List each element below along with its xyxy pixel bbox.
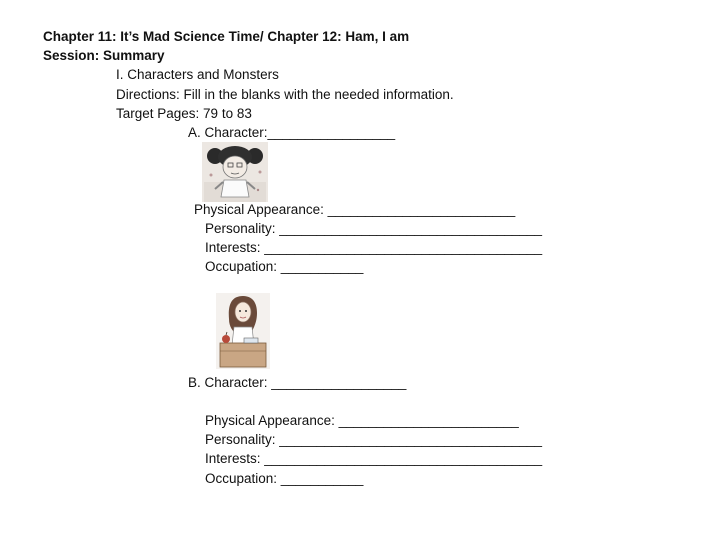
- character-a-personality: Personality: ___________________________________: [205, 221, 543, 236]
- character-a-image: [202, 142, 268, 202]
- girl-with-pigtails-illustration-icon: [202, 142, 268, 202]
- character-a-interests: Interests: _____________________________________: [205, 240, 543, 255]
- worksheet-title: Chapter 11: It’s Mad Science Time/ Chapter 12: Ham, I am: [43, 29, 410, 44]
- session-label: Session: Summary: [43, 48, 165, 63]
- character-b-label: B. Character: __________________: [188, 375, 407, 390]
- character-a-physical-appearance: Physical Appearance: _________________________: [194, 202, 516, 217]
- directions-text: Directions: Fill in the blanks with the needed information.: [116, 87, 454, 102]
- section-heading: I. Characters and Monsters: [116, 67, 279, 82]
- character-b-interests: Interests: _____________________________________: [205, 451, 543, 466]
- character-a-occupation: Occupation: ___________: [205, 259, 364, 274]
- character-b-occupation: Occupation: ___________: [205, 471, 364, 486]
- target-pages-text: Target Pages: 79 to 83: [116, 106, 252, 121]
- character-a-label: A. Character:_________________: [188, 125, 396, 140]
- character-b-personality: Personality: ___________________________________: [205, 432, 543, 447]
- character-b-physical-appearance: Physical Appearance: ________________________: [205, 413, 519, 428]
- woman-at-desk-illustration-icon: [216, 293, 270, 369]
- character-b-image: [216, 293, 270, 369]
